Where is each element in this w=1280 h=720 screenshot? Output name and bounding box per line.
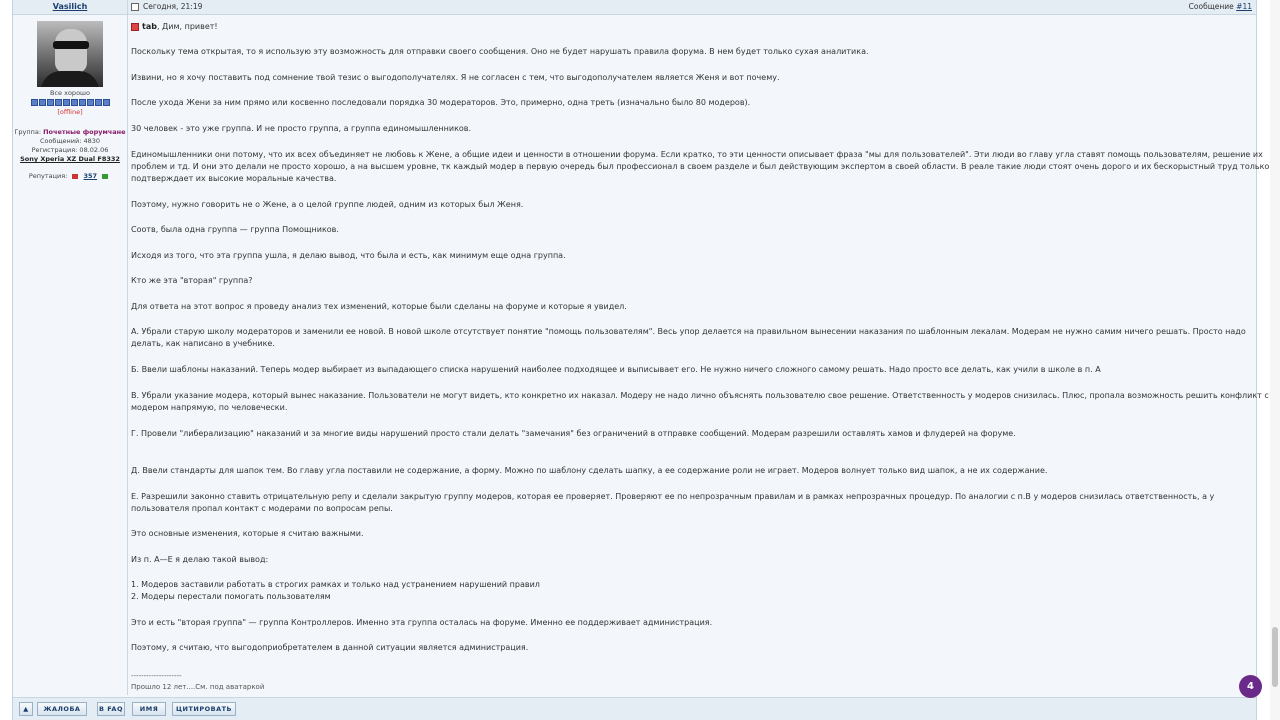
post-paragraph: Б. Ввели шаблоны наказаний. Теперь модер выбирает из выпадающего списка нарушений наиболее подходящее и выписывает его. Не нужно ничего сложного самому решать. Надо просто все делать, как учили в школе в п. А [131, 365, 1101, 374]
scroll-up-button[interactable] [19, 702, 33, 716]
post-paragraph: Д. Ввели стандарты для шапок тем. Во главу угла поставили не содержание, а форму. Можно по шаблону сделать шапку, а ее содержание роли не играет. Модеров волнует только вид шапок, а не их содержание. [131, 466, 1048, 475]
greeting [131, 21, 218, 34]
post-paragraph: Для ответа на этот вопрос я проведу анализ тех изменений, которые были сделаны на форуме и которые я увидел. [131, 302, 627, 311]
name-button[interactable]: ИМЯ [132, 702, 166, 716]
post-date-text: Сегодня, 21:19 [143, 2, 203, 11]
user-status: Все хорошо [50, 89, 90, 97]
post-paragraph: Г. Провели "либерализацию" наказаний и за многие виды нарушений просто стали делать "замечания" без ограничений в отправке сообщений. Модерам разрешили оставлять хамов и флудерей на форуме. [131, 429, 1016, 438]
group-label: Группа: [14, 128, 44, 136]
post-paragraph: А. Убрали старую школу модераторов и заменили ее новой. В новой школе отсутствует понятие "помощь пользователям". Весь упор делается на правильном вынесении наказания по шаблонным лекалам. Модерам не нужно самим ничего решать. Просто надо [131, 327, 1246, 336]
greeting-text: , Дим, привет! [156, 22, 218, 31]
arrow-up-icon: ▲ [23, 705, 29, 713]
post-footer [13, 697, 1256, 720]
signature-text: Прошло 12 лет....См. под аватаркой [131, 683, 265, 691]
author-cell [13, 0, 128, 14]
post-paragraph: Поэтому, нужно говорить не о Жене, а о целой группе людей, одним из которых был Женя. [131, 200, 524, 209]
post-number [1189, 0, 1252, 14]
post-paragraph: подтверждает их высокие моральные качества. [131, 174, 337, 183]
offline-status: [offline] [57, 108, 83, 116]
reputation-label: Репутация: [28, 172, 68, 180]
post-paragraph: проблем и тд. И они это делали не просто хорошо, а на высшем уровне, тк каждый модер в первую очередь был профессионал в своем разделе и был действующим экспертом в своей области. В реале такие люди стоят очень дорого и их бескорыстный труд только [131, 162, 1270, 171]
scrollbar-thumb[interactable] [1272, 627, 1278, 687]
post-paragraph: Это и есть "вторая группа" — группа Контроллеров. Именно эта группа осталась на форуме. Именно ее поддерживает администрация. [131, 618, 713, 627]
faq-button[interactable]: В FAQ [97, 702, 125, 716]
post-paragraph: Поэтому, я считаю, что выгодоприобретателем в данной ситуации является администрация. [131, 643, 529, 652]
post-paragraph: Единомышленники они потому, что их всех объединяет не любовь к Жене, а общие идеи и ценности в отношении форума. Если кратко, то эти ценности описывает фраза "мы для пользователей". Эти люди во главу угла ставят помощь пользователям, решение их [131, 150, 1263, 159]
avatar[interactable] [37, 21, 103, 87]
reply-icon [131, 23, 139, 31]
post-paragraph: Исходя из того, что эта группа ушла, я делаю вывод, что была и есть, как минимум еще одна группа. [131, 251, 566, 260]
post-paragraph: 1. Модеров заставили работать в строгих рамках и только над устранением нарушений правил [131, 580, 540, 589]
post-content [131, 15, 1270, 695]
page-scrollbar[interactable] [1270, 0, 1280, 720]
post-paragraph: Извини, но я хочу поставить под сомнение твой тезис о выгодополучателях. Я не согласен с тем, что выгодополучателем является Женя и вот почему. [131, 73, 780, 82]
post-number-label: Сообщение [1188, 2, 1237, 11]
user-sidebar [13, 15, 128, 695]
quote-button[interactable]: ЦИТИРОВАТЬ [172, 702, 236, 716]
post-header [13, 0, 1256, 15]
group-name: Почетные форумчане [43, 128, 126, 136]
complaint-button[interactable]: ЖАЛОБА [37, 702, 87, 716]
registration-date: Регистрация: 08.02.06 [31, 146, 109, 154]
post-paragraph: 30 человек - это уже группа. И не просто группа, а группа единомышленников. [131, 124, 472, 133]
post-paragraph: Поскольку тема открытая, то я использую эту возможность для отправки своего сообщения. Оно не будет нарушать правила форума. В нем будет только сухая аналитика. [131, 47, 869, 56]
post-date [131, 0, 202, 14]
post-number-link[interactable]: #11 [1236, 2, 1252, 11]
device-link[interactable]: Sony Xperia XZ Dual F8332 [20, 155, 120, 163]
post-paragraph: 2. Модеры перестали помогать пользователям [131, 592, 331, 601]
post-paragraph: пользователя пропал контакт с модерами по вопросам репы. [131, 504, 393, 513]
post-count: Сообщений: 4830 [39, 137, 101, 145]
user-info [13, 128, 127, 164]
post-paragraph: Кто же эта "вторая" группа? [131, 276, 253, 285]
post-paragraph: После ухода Жени за ним прямо или косвенно последовали порядка 30 модераторов. Это, примерно, одна треть (изначально было 80 модеров). [131, 98, 751, 107]
post-paragraph: Соотв, была одна группа — группа Помощников. [131, 225, 339, 234]
greeting-name[interactable]: tab [142, 22, 157, 31]
rank-icon [13, 99, 127, 107]
author-name-link[interactable]: Vasilich [52, 2, 88, 11]
post-container [12, 0, 1270, 720]
post-paragraph: Е. Разрешили законно ставить отрицательную репу и сделали закрытую группу модеров, которая ее проверяет. Проверяют ее по непрозрачным правилам и в рамках непрозрачных процедур. По аналогии с п.В у модеров снизилась ответственность, а у [131, 492, 1215, 501]
reputation-minus-icon[interactable] [72, 174, 78, 179]
reputation-value[interactable]: 357 [83, 172, 98, 180]
notification-badge[interactable]: 4 [1239, 675, 1262, 698]
post-paragraph: Это основные изменения, которые я считаю важными. [131, 529, 364, 538]
post-paragraph: В. Убрали указание модера, который вынес наказание. Пользователи не могут видеть, кто конкретно их наказал. Модеру не надо лично объяснять пользователю свое решение. Ответственность у модеров снизилась. Плюс, пропала возможность решить конфликт с [131, 391, 1269, 400]
reputation [13, 172, 127, 180]
post-paragraph: модером напрямую, по человечески. [131, 403, 288, 412]
post-paragraph: делать, как написано в учебнике. [131, 339, 275, 348]
post-paragraph: Из п. А—Е я делаю такой вывод: [131, 555, 269, 564]
signature-divider: -------------------- [131, 672, 182, 680]
post-document-icon [131, 3, 139, 11]
reputation-plus-icon[interactable] [102, 174, 108, 179]
